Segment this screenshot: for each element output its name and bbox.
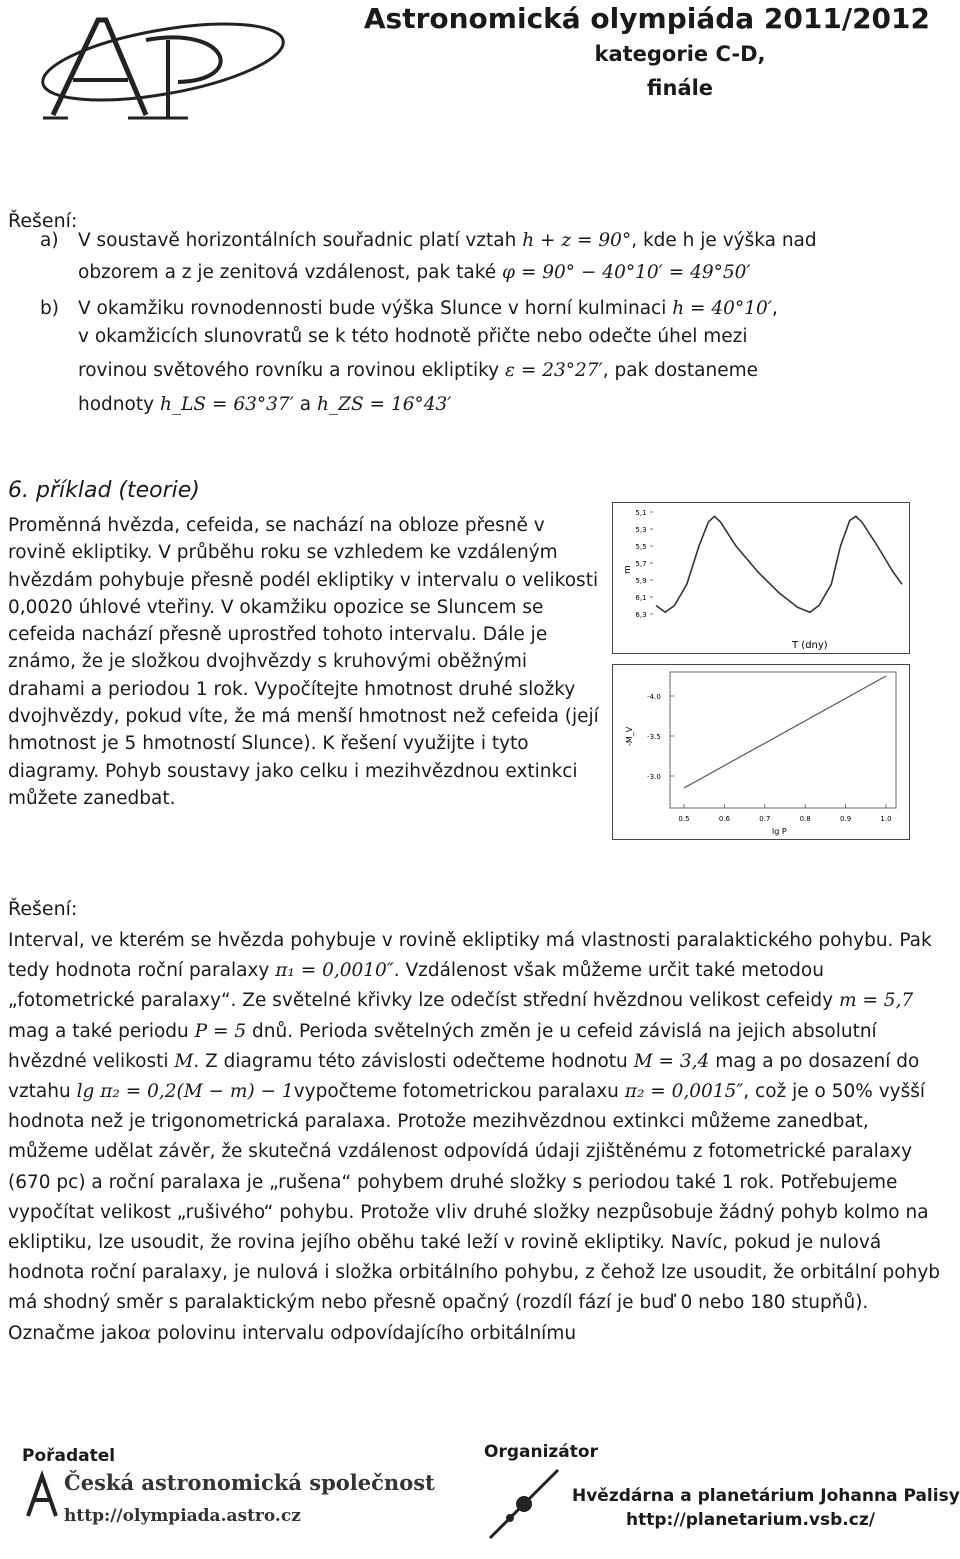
light-curve-chart: [612, 502, 910, 654]
item-b-line3: [78, 360, 758, 381]
planetarium-logo-icon: [484, 1464, 564, 1544]
chart-frame: [613, 665, 910, 840]
y-tick-label: 5,5: [635, 543, 647, 551]
x-tick-label: 0.9: [840, 815, 852, 823]
text: hodnoty: [78, 394, 155, 415]
text: V soustavě horizontálních souřadnic platí vztah: [78, 230, 517, 251]
formula: h = 40°10′: [672, 298, 772, 319]
text: a: [299, 394, 312, 415]
x-tick-label: 0.6: [718, 815, 730, 823]
y-tick-label: 6,3: [635, 611, 647, 619]
chart-frame: [613, 503, 910, 654]
example-title: 6. příklad (teorie): [8, 478, 200, 503]
footer-organizer-right-label: Organizátor: [484, 1442, 598, 1462]
item-b-line1: [78, 298, 778, 319]
header-round: finále: [646, 76, 714, 100]
x-tick-label: 1.0: [880, 815, 892, 823]
logo-icon: [28, 0, 298, 140]
formula: M = 3,4: [633, 1050, 710, 1072]
text: . Z diagramu této závislosti odečteme hodnotu: [193, 1050, 628, 1072]
formula: P = 5: [194, 1020, 247, 1042]
text: . Vzdálenost však můžeme určit také metodou „fotometrické paralaxy“. Ze světelné křivky lze odečíst střední hvězdnou velikost cefeidy: [8, 960, 834, 1012]
formula: α: [138, 1322, 152, 1344]
formula: M: [174, 1050, 194, 1072]
text: Interval, ve kterém se hvězda pohybuje v rovině ekliptiky má vlastnosti paralaktického pohybu. Pak tedy hodnota roční paralaxy: [8, 930, 932, 982]
text: obzorem a z je zenitová vzdálenost, pak také: [78, 262, 497, 283]
x-tick-label: 0.8: [799, 815, 811, 823]
formula: h_LS = 63°37′: [159, 394, 294, 415]
text: vypočteme fotometrickou paralaxu: [293, 1081, 619, 1103]
formula: m = 5,7: [838, 990, 914, 1012]
footer-left-url[interactable]: http://olympiada.astro.cz: [64, 1506, 301, 1526]
footer-left-org: Česká astronomická společnost: [64, 1470, 435, 1495]
formula: h + z = 90°: [522, 230, 632, 251]
x-axis-label: T (dny): [792, 640, 828, 651]
y-tick-label: 5,7: [635, 560, 647, 568]
formula: π₂ = 0,0015″: [624, 1081, 744, 1103]
text: ,: [771, 298, 778, 319]
item-b-label: b): [40, 298, 59, 319]
solution-heading: Řešení:: [8, 210, 78, 232]
header-title: Astronomická olympiáda 2011/2012: [363, 2, 930, 35]
y-tick-label: 5,3: [635, 526, 647, 534]
y-tick-label: -4.0: [647, 693, 661, 701]
x-tick-label: 0.7: [759, 815, 771, 823]
text: dnů. Perioda světelných změn je u cefeid závislá na jejich absolutní hvězdné velikosti: [8, 1020, 877, 1072]
text: polovinu intervalu odpovídajícího orbitálnímu: [157, 1322, 577, 1344]
text: , kde h je výška nad: [631, 230, 817, 251]
period-luminosity-chart: [612, 664, 910, 840]
y-tick-label: 6,1: [635, 594, 647, 602]
footer-left-logo: [22, 1470, 62, 1524]
footer-organizer-label: Pořadatel: [22, 1446, 116, 1466]
formula: π₁ = 0,0010″: [275, 960, 394, 982]
item-b-line4: [78, 394, 451, 415]
y-tick-label: -3.0: [647, 773, 661, 781]
item-a-label: a): [40, 230, 59, 251]
item-a-line2: [78, 262, 751, 283]
footer-right-logo: [484, 1464, 564, 1548]
y-tick-label: -3.5: [647, 733, 661, 741]
footer-right-org: Hvězdárna a planetárium Johanna Palisy: [572, 1486, 960, 1506]
header-category: kategorie C-D,: [594, 42, 766, 66]
text: mag a také periodu: [8, 1020, 189, 1042]
text: V okamžiku rovnodennosti bude výška Slunce v horní kulminaci: [78, 298, 667, 319]
item-b-line2: v okamžicích slunovratů se k této hodnotě přičte nebo odečte úhel mezi: [78, 326, 748, 347]
text: mag a po dosazení do vztahu: [8, 1050, 920, 1103]
y-axis-label: m: [623, 565, 633, 574]
y-tick-label: 5,9: [635, 577, 647, 585]
cas-logo-icon: [22, 1470, 62, 1520]
solution-text: [8, 926, 948, 1349]
example-text: Proměnná hvězda, cefeida, se nachází na obloze přesně v rovině ekliptiky. V průběhu roku se vzhledem ke vzdáleným hvězdám pohybuje přesně podél ekliptiky v intervalu o velikosti 0,0020 úhlové vteřiny. V okamžiku opozice se Sluncem se cefeida nachází přesně uprostřed tohoto intervalu. Dále je známo, že je složkou dvojhvězdy s kruhovými oběžnými drahami a periodou 1 rok. Vypočítejte hmotnost druhé složky dvojhvězdy, pokud víte, že má menší hmotnost než cefeida (její hmotnost je 5 hmotností Slunce). K řešení využijte i tyto diagramy. Pohyb soustavy jako celku i mezihvězdnou extinkci můžete zanedbat.: [8, 515, 599, 809]
item-a-line1: [78, 230, 817, 251]
formula: lg π₂ = 0,2(M − m) − 1: [76, 1081, 294, 1103]
text: , což je o 50% vyšší hodnota než je trigonometrická paralaxa. Protože mezihvězdnou extinkci můžeme zanedbat, můžeme udělat závěr, že skutečná vzdálenost odpovídá údaji zjištěnému z fotometrické paralaxy (670 pc) a roční paralaxa je „rušena“ pohybem druhé složky s periodou také 1 rok. Potřebujeme vypočítat velikost „rušivého“ pohybu. Protože vliv druhé složky nezpůsobuje žádný pohyb kolmo na ekliptiku, lze usoudit, že rovina jejího oběhu také leží v rovině ekliptiky. Navíc, pokud je nulová hodnota roční paralaxy, je nulová i složka orbitálního pohybu, z čehož lze usoudit, že orbitální pohyb má shodný směr s paralaktickým nebo přesně opačný (rozdíl fází je buď 0 nebo 180 stupňů). Označme jako: [8, 1081, 941, 1344]
footer-right-url[interactable]: http://planetarium.vsb.cz/: [626, 1510, 875, 1530]
solution-heading-2: Řešení:: [8, 898, 78, 920]
olympiad-logo: [28, 0, 298, 144]
formula: φ = 90° − 40°10′ = 49°50′: [502, 262, 751, 283]
x-axis-label: lg P: [772, 827, 787, 836]
text: , pak dostaneme: [602, 360, 758, 381]
y-axis-label: -M_V: [625, 726, 634, 746]
formula: h_ZS = 16°43′: [316, 394, 452, 415]
x-tick-label: 0.5: [678, 815, 690, 823]
y-tick-label: 5,1: [635, 509, 647, 517]
text: rovinou světového rovníku a rovinou ekliptiky: [78, 360, 500, 381]
formula: ε = 23°27′: [505, 360, 603, 381]
